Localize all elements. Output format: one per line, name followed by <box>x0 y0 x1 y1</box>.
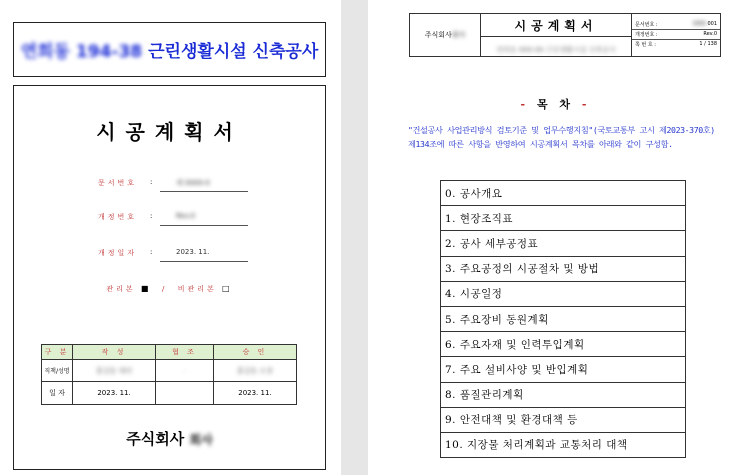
field-value: 2023. 11. <box>176 248 210 256</box>
company-name: 주식회사 회사 <box>126 430 213 448</box>
redacted-company: 회사 <box>189 433 213 447</box>
header-title: 시공계획서 <box>481 14 632 37</box>
field-revision-date: 개정일자 : 2023. 11. <box>98 248 248 262</box>
checked-box-icon: ■ <box>140 284 152 293</box>
row-label: 일 자 <box>42 382 73 405</box>
project-title-box <box>13 22 326 77</box>
page-header <box>409 13 721 57</box>
redacted-doc-number: 제 0000-0 <box>176 179 210 187</box>
toc-item: 2. 공사 세부공정표 <box>441 231 686 256</box>
header-company: 주식회사회사 <box>410 14 481 57</box>
table-cell: 2023. 11. <box>213 382 296 405</box>
toc-page <box>368 0 743 475</box>
toc-item: 10. 지장물 처리계획과 교통처리 대책 <box>441 432 686 457</box>
document-title: 시공계획서 <box>96 120 243 144</box>
doc-number-row: 문서번호 : 0000-001 <box>632 20 720 30</box>
toc-item: 8. 품질관리계획 <box>441 382 686 407</box>
redacted-cell: - <box>156 360 214 382</box>
toc-heading: - 목 차 - <box>520 98 591 111</box>
toc-item: 0. 공사개요 <box>441 181 686 206</box>
page-number-row: 쪽 번 호 : 1 / 138 <box>635 41 717 48</box>
table-header: 작 성 <box>73 345 156 360</box>
control-status: 관리본 ■ / 비관리본 □ <box>106 284 233 293</box>
redacted-cell: 홍길동 대리 <box>73 360 156 382</box>
row-label: 직책/성명 <box>42 360 73 382</box>
approval-table <box>41 344 297 405</box>
toc-table <box>440 180 686 458</box>
toc-item: 4. 시공일정 <box>441 281 686 306</box>
table-cell <box>156 382 214 405</box>
redacted-revision: Rev.0 <box>176 212 196 220</box>
redacted-cell: 홍길동 소장 <box>213 360 296 382</box>
field-revision-number: 개정번호 : Rev.0 <box>98 212 248 226</box>
redacted-project-name: 연희동 000-00 근린생활시설 신축공사 <box>481 37 632 57</box>
table-header: 협 조 <box>156 345 214 360</box>
cover-main-box <box>13 85 326 470</box>
toc-item: 7. 주요 설비사양 및 반입계획 <box>441 357 686 382</box>
cover-page <box>0 0 341 475</box>
redacted-address: 연희동 194-38 <box>20 42 143 62</box>
field-label: 문서번호 <box>98 179 138 187</box>
toc-item: 1. 현장조직표 <box>441 206 686 231</box>
table-header: 구 분 <box>42 345 73 360</box>
header-meta <box>632 14 721 57</box>
toc-item: 5. 주요장비 동원계획 <box>441 306 686 331</box>
toc-item: 6. 주요자재 및 인력투입계획 <box>441 332 686 357</box>
toc-item: 9. 안전대책 및 환경대책 등 <box>441 407 686 432</box>
toc-intro: "건설공사 사업관리방식 검토기준 및 업무수행지침"(국토교통부 고시 제2023-370호) 제134조에 따른 사항을 반영하여 시공계획서 목차를 아래와 같이 구성함. <box>408 125 715 149</box>
unchecked-box-icon: □ <box>222 284 233 293</box>
field-label: 개정번호 <box>98 213 138 221</box>
revision-row: 개정번호 : Rev.0 <box>632 30 720 40</box>
field-doc-number: 문서번호 : 제 0000-0 <box>98 178 248 192</box>
toc-item: 3. 주요공정의 시공절차 및 방법 <box>441 256 686 281</box>
table-cell: 2023. 11. <box>73 382 156 405</box>
project-title: 근린생활시설 신축공사 <box>148 42 319 62</box>
table-header: 승 인 <box>213 345 296 360</box>
field-label: 개정일자 <box>98 249 138 257</box>
